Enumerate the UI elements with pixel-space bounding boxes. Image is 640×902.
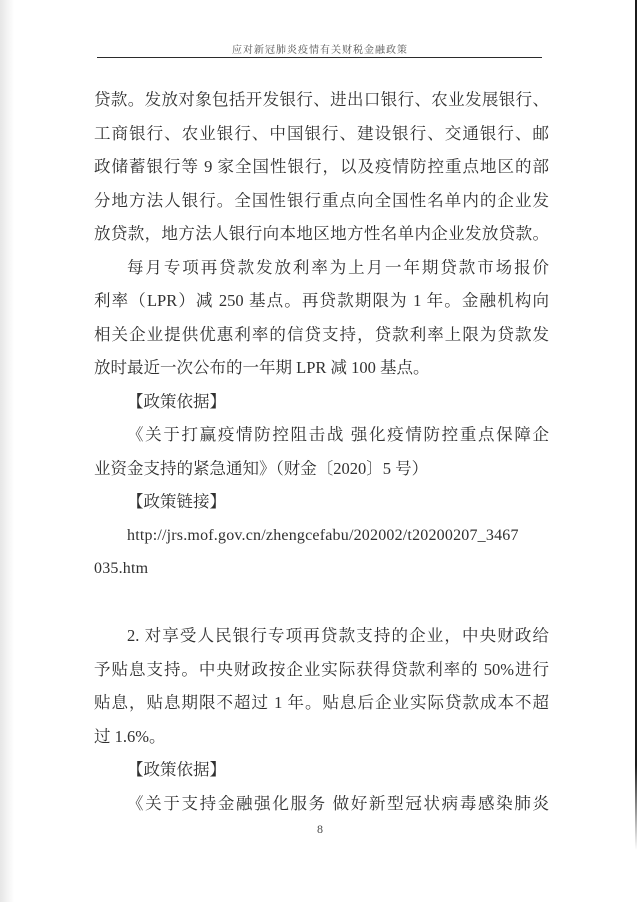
text-line: 政储蓄银行等 9 家全国性银行，以及疫情防控重点地区的部 — [94, 157, 549, 176]
text-line: 分地方法人银行。全国性银行重点向全国性名单内的企业发 — [94, 190, 549, 210]
text-line: 放贷款，地方法人银行向本地区地方性名单内企业发放贷款。 — [94, 224, 549, 243]
text-line: 《关于打赢疫情防控阻击战 强化疫情防控重点保障企 — [127, 425, 549, 444]
text-line: 【政策依据】 — [127, 391, 226, 411]
text-line: 予贴息支持。中央财政按企业实际获得贷款利率的 50%进行 — [94, 659, 549, 679]
text-line: 【政策链接】 — [127, 492, 226, 511]
text-line: http://jrs.mof.gov.cn/zhengcefabu/202002/t20200207_3467 — [127, 526, 519, 544]
blank-line — [94, 586, 549, 620]
text-line: 过 1.6%。 — [94, 726, 166, 746]
scan-right-edge-line — [635, 0, 637, 850]
text-line: 工商银行、农业银行、中国银行、建设银行、交通银行、邮 — [94, 123, 549, 143]
text-line: 利率（LPR）减 250 基点。再贷款期限为 1 年。金融机构向 — [94, 291, 549, 310]
text-line: 2. 对享受人民银行专项再贷款支持的企业，中央财政给 — [127, 626, 549, 645]
text-line: 放时最近一次公布的一年期 LPR 减 100 基点。 — [94, 358, 430, 377]
page-header-title: 应对新冠肺炎疫情有关财税金融政策 — [232, 45, 408, 56]
text-line: 相关企业提供优惠利率的信贷支持，贷款利率上限为贷款发 — [94, 324, 549, 344]
text-line: 【政策依据】 — [127, 760, 226, 779]
text-line: 贴息，贴息期限不超过 1 年。贴息后企业实际贷款成本不超 — [94, 693, 549, 712]
text-line: 035.htm — [94, 560, 149, 577]
text-line: 贷款。发放对象包括开发银行、进出口银行、农业发展银行、 — [94, 90, 549, 109]
scan-left-shadow — [0, 0, 14, 902]
page-number: 8 — [317, 822, 323, 836]
text-line: 业资金支持的紧急通知》（财金〔2020〕5 号） — [94, 458, 429, 478]
text-line: 《关于支持金融强化服务 做好新型冠状病毒感染肺炎 — [127, 793, 549, 813]
text-line: 每月专项再贷款发放利率为上月一年期贷款市场报价 — [127, 257, 549, 277]
document-body — [94, 83, 549, 820]
header-rule-divider — [97, 57, 542, 58]
